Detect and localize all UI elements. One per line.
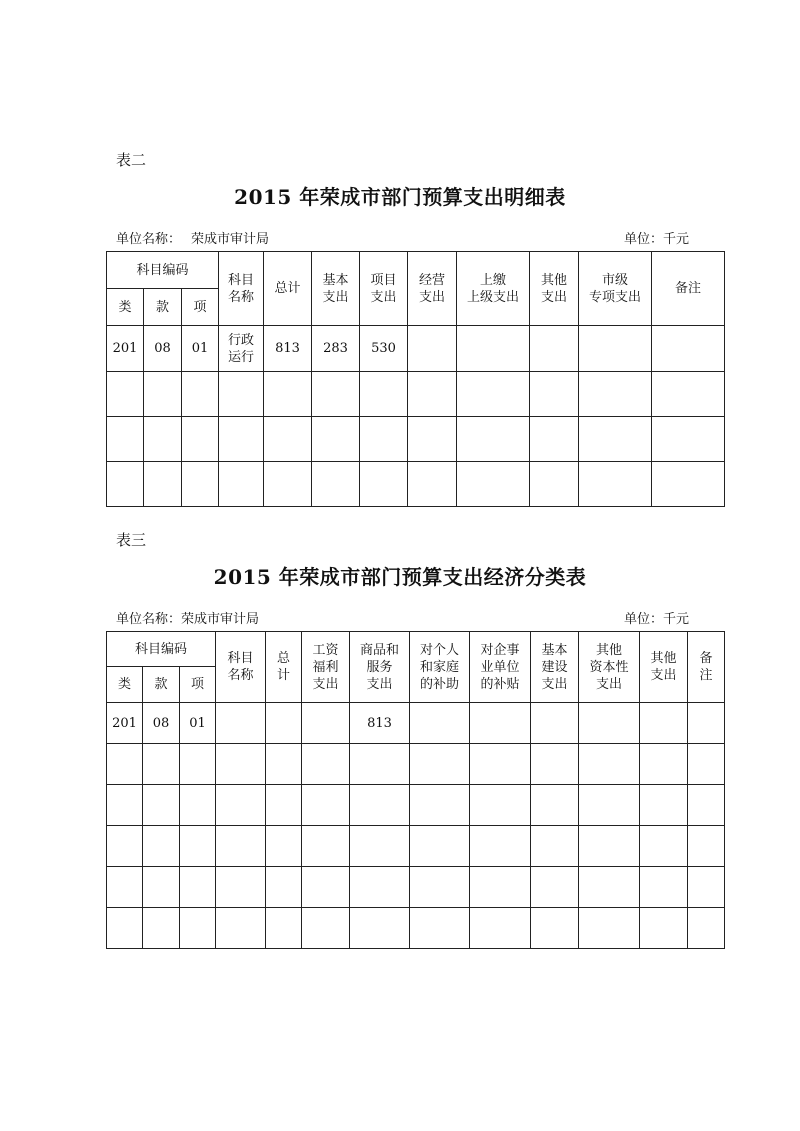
- t3-h-other-capital: 其他 资本性 支出: [579, 632, 640, 703]
- table-row: [107, 703, 725, 744]
- t2-h-city-special: 市级 专项支出: [579, 252, 652, 326]
- table2-caption: 表二: [116, 151, 147, 169]
- t3-h-total: 总 计: [266, 632, 302, 703]
- t2-r1-kuan: 08: [144, 326, 182, 372]
- table2-title: 2015 年荣成市部门预算支出明细表: [234, 185, 566, 209]
- t3-r1-enterprises: [470, 703, 531, 744]
- t2-h-xiang: 项: [182, 289, 219, 326]
- t3-r1-other: [640, 703, 688, 744]
- t2-h-operating: 经营 支出: [408, 252, 457, 326]
- t3-h-remark: 备 注: [688, 632, 725, 703]
- table3-unit-name-value: 荣成市审计局: [181, 612, 260, 627]
- table3-unit-name-label: 单位名称：: [116, 612, 182, 627]
- t2-r1-basic: 283: [312, 326, 360, 372]
- t2-h-lei: 类: [107, 289, 144, 326]
- t2-r1-remark: [652, 326, 725, 372]
- table3-title: 2015 年荣成市部门预算支出经济分类表: [213, 565, 587, 589]
- t2-r1-city-special: [579, 326, 652, 372]
- t2-r1-name: 行政 运行: [219, 326, 264, 372]
- t2-h-other: 其他 支出: [530, 252, 579, 326]
- table2-unit: 单位：千元: [624, 232, 690, 247]
- t3-h-individuals: 对个人 和家庭 的补助: [410, 632, 470, 703]
- table-row: [107, 326, 725, 372]
- t3-h-construction: 基本 建设 支出: [531, 632, 579, 703]
- t3-r1-goods-services: 813: [350, 703, 410, 744]
- table3-grid: [106, 631, 725, 949]
- t3-h-goods-services: 商品和 服务 支出: [350, 632, 410, 703]
- table-row: [107, 867, 725, 908]
- table2-unit-name-label: 单位名称：: [116, 232, 182, 247]
- t2-h-kuan: 款: [144, 289, 182, 326]
- table-row: [107, 372, 725, 417]
- t2-r1-total: 813: [264, 326, 312, 372]
- t2-h-remit: 上缴 上级支出: [457, 252, 530, 326]
- t3-r1-other-capital: [579, 703, 640, 744]
- t3-r1-xiang: 01: [180, 703, 216, 744]
- t2-r1-operating: [408, 326, 457, 372]
- t2-h-remark: 备注: [652, 252, 725, 326]
- table-row: [107, 908, 725, 949]
- table-row: [107, 417, 725, 462]
- t3-r1-kuan: 08: [143, 703, 180, 744]
- t3-r1-name: [216, 703, 266, 744]
- t3-r1-construction: [531, 703, 579, 744]
- t2-r1-other: [530, 326, 579, 372]
- table2-grid: [106, 251, 725, 507]
- table2-unit-name-value: 荣成市审计局: [191, 232, 270, 247]
- table-row: [107, 826, 725, 867]
- t3-r1-remark: [688, 703, 725, 744]
- t3-h-xiang: 项: [180, 667, 216, 703]
- t2-r1-lei: 201: [107, 326, 144, 372]
- t2-h-total: 总计: [264, 252, 312, 326]
- t2-h-code: 科目编码: [107, 252, 219, 289]
- t3-h-lei: 类: [107, 667, 143, 703]
- t3-h-kuan: 款: [143, 667, 180, 703]
- table-row: [107, 462, 725, 507]
- t3-r1-individuals: [410, 703, 470, 744]
- t2-r1-remit: [457, 326, 530, 372]
- t3-h-subject-name: 科目 名称: [216, 632, 266, 703]
- t2-h-subject-name: 科目 名称: [219, 252, 264, 326]
- t2-h-basic: 基本 支出: [312, 252, 360, 326]
- t2-r1-xiang: 01: [182, 326, 219, 372]
- table2-unit-name: [116, 228, 269, 247]
- t3-h-wages: 工资 福利 支出: [302, 632, 350, 703]
- table3-unit: 单位：千元: [624, 612, 690, 627]
- t2-r1-project: 530: [360, 326, 408, 372]
- t3-r1-wages: [302, 703, 350, 744]
- t3-h-code: 科目编码: [107, 632, 216, 667]
- t2-h-project: 项目 支出: [360, 252, 408, 326]
- t3-h-enterprises: 对企事 业单位 的补贴: [470, 632, 531, 703]
- table-row: [107, 744, 725, 785]
- table-row: [107, 785, 725, 826]
- t3-h-other: 其他 支出: [640, 632, 688, 703]
- table3-caption: 表三: [116, 531, 147, 549]
- table3-unit-name: [116, 608, 259, 627]
- t3-r1-lei: 201: [107, 703, 143, 744]
- t3-r1-total: [266, 703, 302, 744]
